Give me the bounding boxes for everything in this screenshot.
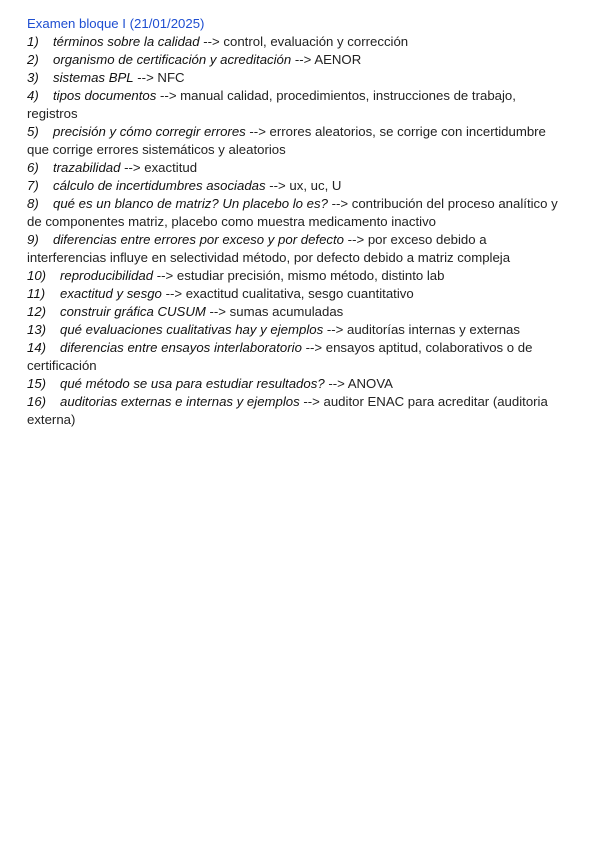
item-topic: precisión y cómo corregir errores (53, 124, 246, 139)
item-number: 15) (27, 376, 47, 391)
list-item (27, 393, 567, 429)
item-number: 4) (27, 88, 39, 103)
item-topic: términos sobre la calidad (53, 34, 200, 49)
list-item (27, 267, 567, 285)
item-topic: diferencias entre errores por exceso y por defecto (53, 232, 345, 247)
item-topic: reproducibilidad (60, 268, 154, 283)
list-item (27, 159, 567, 177)
item-answer: --> auditor ENAC para acreditar (auditoria externa) (27, 394, 548, 427)
item-number: 14) (27, 340, 47, 355)
list-item (27, 339, 567, 375)
item-answer: --> exactitud cualitativa, sesgo cuantitativo (161, 286, 414, 301)
list-item (27, 195, 567, 231)
list-item (27, 231, 567, 267)
item-answer: --> sumas acumuladas (205, 304, 344, 319)
item-topic: qué método se usa para estudiar resultados? (60, 376, 325, 391)
list-item (27, 375, 567, 393)
list-item (27, 51, 567, 69)
item-number: 11) (27, 286, 46, 301)
list-item (27, 87, 567, 123)
document-title: Examen bloque I (21/01/2025) (27, 16, 205, 31)
item-answer: --> estudiar precisión, mismo método, distinto lab (153, 268, 445, 283)
item-number: 9) (27, 232, 39, 247)
item-topic: auditorias externas e internas y ejemplos (60, 394, 300, 409)
item-number: 10) (27, 268, 47, 283)
item-answer: --> exactitud (124, 160, 198, 175)
item-topic: tipos documentos (53, 88, 157, 103)
list-item (27, 123, 567, 159)
item-topic: diferencias entre ensayos interlaboratorio (60, 340, 302, 355)
item-topic: trazabilidad (53, 160, 125, 175)
list-item (27, 69, 567, 87)
item-number: 3) (27, 70, 39, 85)
item-answer: --> control, evaluación y corrección (199, 34, 409, 49)
item-answer: --> ux, uc, U (265, 178, 342, 193)
item-number: 8) (27, 196, 39, 211)
item-topic: cálculo de incertidumbres asociadas (53, 178, 266, 193)
item-number: 5) (27, 124, 39, 139)
item-topic: qué es un blanco de matriz? Un placebo lo es? (53, 196, 328, 211)
item-answer: --> ensayos aptitud, colaborativos o de certificación (27, 340, 533, 373)
item-topic: qué evaluaciones cualitativas hay y ejemplos (60, 322, 324, 337)
item-answer: --> NFC (133, 70, 185, 85)
list-item (27, 321, 567, 339)
item-topic: organismo de certificación y acreditación (53, 52, 292, 67)
item-answer: --> auditorías internas y externas (323, 322, 520, 337)
item-number: 16) (27, 394, 47, 409)
item-answer: --> ANOVA (324, 376, 393, 391)
item-number: 1) (27, 34, 39, 49)
item-answer: --> AENOR (291, 52, 362, 67)
list-item (27, 285, 567, 303)
item-number: 7) (27, 178, 39, 193)
list-item (27, 177, 567, 195)
document-body (27, 15, 567, 429)
item-answer: --> por exceso debido a interferencias influye en selectividad método, por defecto debido a matriz compleja (27, 232, 511, 265)
list-item (27, 33, 567, 51)
item-number: 2) (27, 52, 39, 67)
item-number: 12) (27, 304, 47, 319)
item-answer: --> errores aleatorios, se corrige con incertidumbre que corrige errores sistemáticos y aleatorios (27, 124, 546, 157)
item-topic: construir gráfica CUSUM (60, 304, 206, 319)
item-topic: sistemas BPL (53, 70, 134, 85)
item-number: 13) (27, 322, 47, 337)
list-item (27, 303, 567, 321)
item-number: 6) (27, 160, 39, 175)
item-answer: --> contribución del proceso analítico y de componentes matriz, placebo como muestra medicamento inactivo (27, 196, 558, 229)
item-answer: --> manual calidad, procedimientos, instrucciones de trabajo, registros (27, 88, 516, 121)
item-topic: exactitud y sesgo (60, 286, 162, 301)
